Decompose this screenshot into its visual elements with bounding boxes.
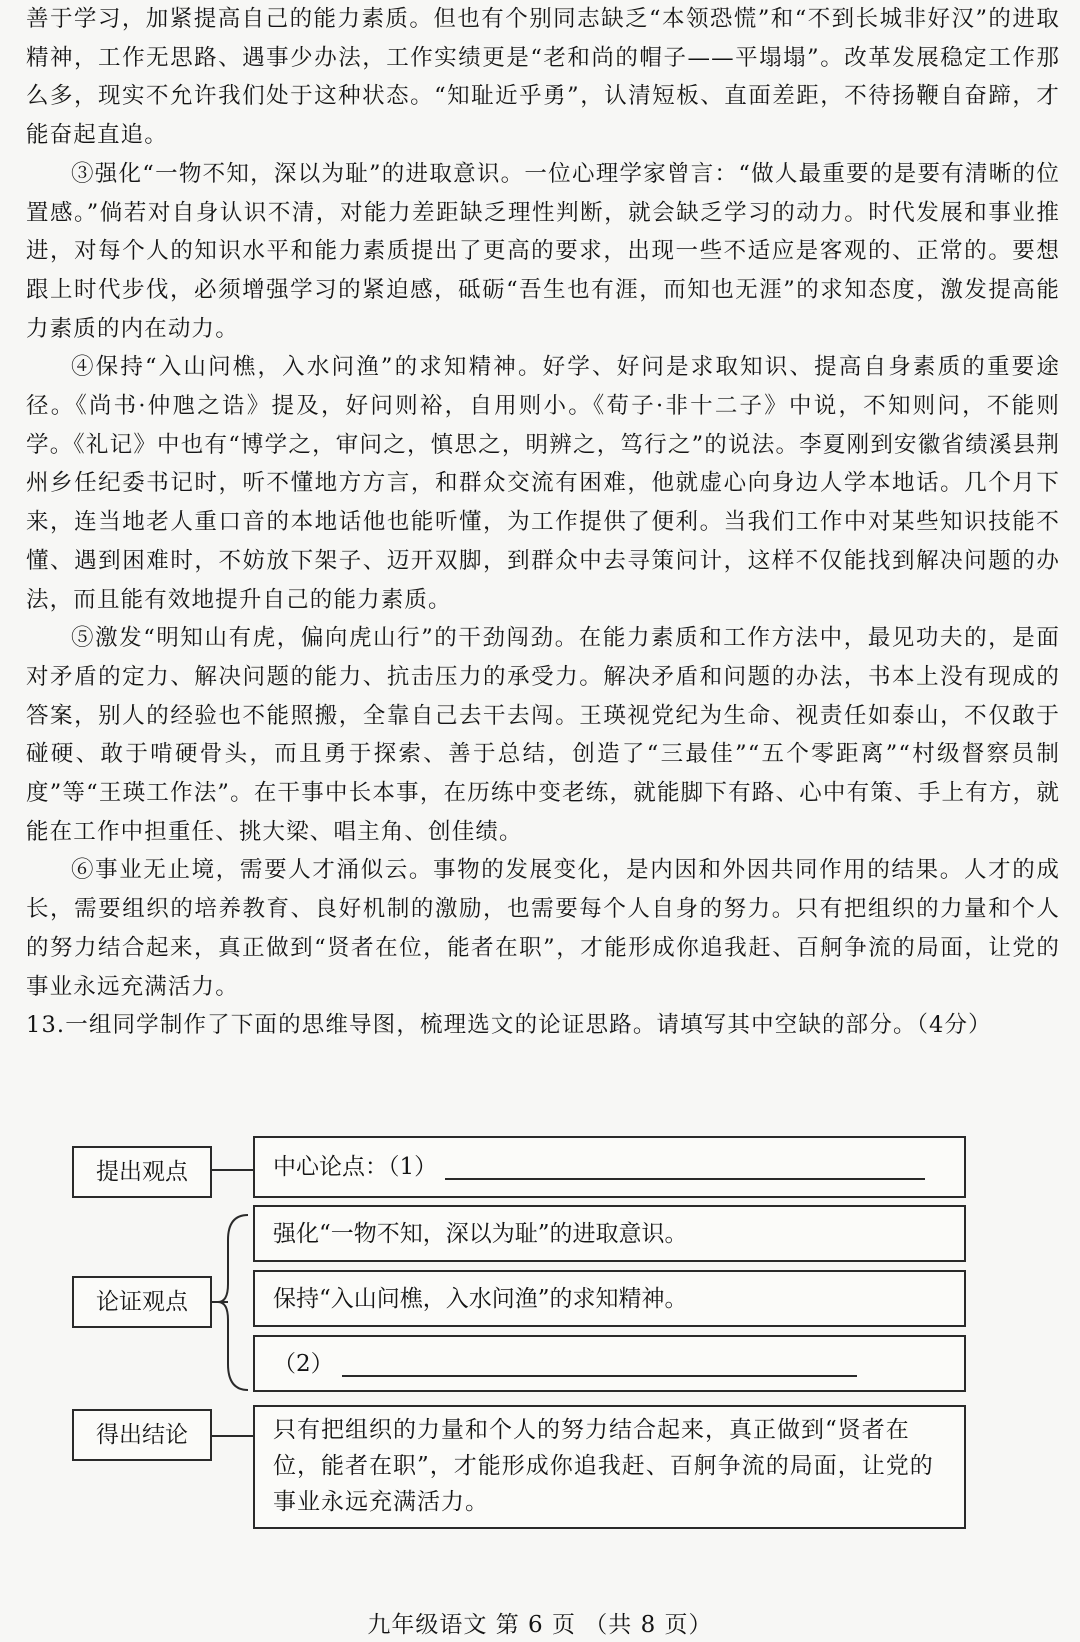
paragraph-continuation: 善于学习，加紧提高自己的能力素质。但也有个别同志缺乏“本领恐慌”和“不到长城非好汉”的进取精神，工作无思路、遇事少办法，工作实绩更是“老和尚的帽子——平塌塌”。改革发展稳定工作那么多，现实不允许我们处于这种状态。“知耻近乎勇”，认清短板、直面差距，不待扬鞭自奋蹄，才能奋起直追。: [26, 6, 1060, 149]
conclude-label-box: [72, 1409, 212, 1461]
paragraph-4: ④保持“入山问樵，入水问渔”的求知精神。好学、好问是求取知识、提高自身素质的重要途径。《尚书·仲虺之诰》提及，好问则裕，自用则小。《荀子·非十二子》中说，不知则问，不能则学。《礼记》中也有“博学之，审问之，慎思之，明辨之，笃行之”的说法。李夏刚到安徽省绩溪县荆州乡任纪委书记时，听不懂地方方言，和群众交流有困难，他就虚心向身边人学本地话。几个月下来，连当地老人重口音的本地话他也能听懂，为工作提供了便利。当我们工作中对某些知识技能不懂、遇到困难时，不妨放下架子、迈开双脚，到群众中去寻策问计，这样不仅能找到解决问题的办法，而且能有效地提升自己的能力素质。: [26, 354, 1060, 613]
argument-1-text: 强化“一物不知，深以为耻”的进取意识。: [273, 1220, 688, 1247]
answer-blank-1[interactable]: [445, 1154, 925, 1180]
question-13: 13.一组同学制作了下面的思维导图，梳理选文的论证思路。请填写其中空缺的部分。（4分）: [26, 1012, 992, 1039]
propose-label-box: [72, 1146, 212, 1198]
argument-box-3: [253, 1335, 966, 1392]
argument-box-2: [253, 1270, 966, 1327]
argue-label: 论证观点: [96, 1289, 188, 1315]
conclusion-box: [253, 1405, 966, 1529]
argument-2-text: 保持“入山问樵，入水问渔”的求知精神。: [273, 1285, 688, 1312]
conclusion-text: 只有把组织的力量和个人的努力结合起来，真正做到“贤者在位，能者在职”，才能形成你追我赶、百舸争流的局面，让党的事业永远充满活力。: [273, 1417, 934, 1515]
paragraph-3: ③强化“一物不知，深以为耻”的进取意识。一位心理学家曾言：“做人最重要的是要有清晰的位置感。”倘若对自身认识不清，对能力差距缺乏理性判断，就会缺乏学习的动力。时代发展和事业推进，对每个人的知识水平和能力素质提出了更高的要求，出现一些不适应是客观的、正常的。要想跟上时代步伐，必须增强学习的紧迫感，砥砺“吾生也有涯，而知也无涯”的求知态度，激发提高能力素质的内在动力。: [26, 160, 1060, 342]
paragraph-6: ⑥事业无止境，需要人才涌似云。事物的发展变化，是内因和外因共同作用的结果。人才的成长，需要组织的培养教育、良好机制的激励，也需要每个人自身的努力。只有把组织的力量和个人的努力结合起来，真正做到“贤者在位，能者在职”，才能形成你追我赶、百舸争流的局面，让党的事业永远充满活力。: [26, 857, 1060, 1000]
argument-box-1: [253, 1205, 966, 1262]
argue-label-box: [72, 1276, 212, 1328]
conclude-label: 得出结论: [96, 1422, 188, 1448]
central-thesis-box: [253, 1136, 966, 1198]
paragraph-5: ⑤激发“明知山有虎，偏向虎山行”的干劲闯劲。在能力素质和工作方法中，最见功夫的，是面对矛盾的定力、解决问题的能力、抗击压力的承受力。解决矛盾和问题的办法，书本上没有现成的答案，别人的经验也不能照搬，全靠自己去干去闯。王瑛视党纪为生命、视责任如泰山，不仅敢于碰硬、敢于啃硬骨头，而且勇于探索、善于总结，创造了“三最佳”“五个零距离”“村级督察员制度”等“王瑛工作法”。在干事中长本事，在历练中变老练，就能脚下有路、心中有策、手上有方，就能在工作中担重任、挑大梁、唱主角、创佳绩。: [26, 625, 1060, 845]
page-footer: 九年级语文 第 6 页 （共 8 页）: [367, 1612, 713, 1638]
brace-arguments: [218, 1215, 248, 1390]
central-thesis-prefix: 中心论点：（1）: [273, 1154, 438, 1180]
answer-blank-2[interactable]: [342, 1351, 857, 1377]
propose-label: 提出观点: [96, 1159, 188, 1185]
argument-3-prefix: （2）: [273, 1350, 334, 1377]
